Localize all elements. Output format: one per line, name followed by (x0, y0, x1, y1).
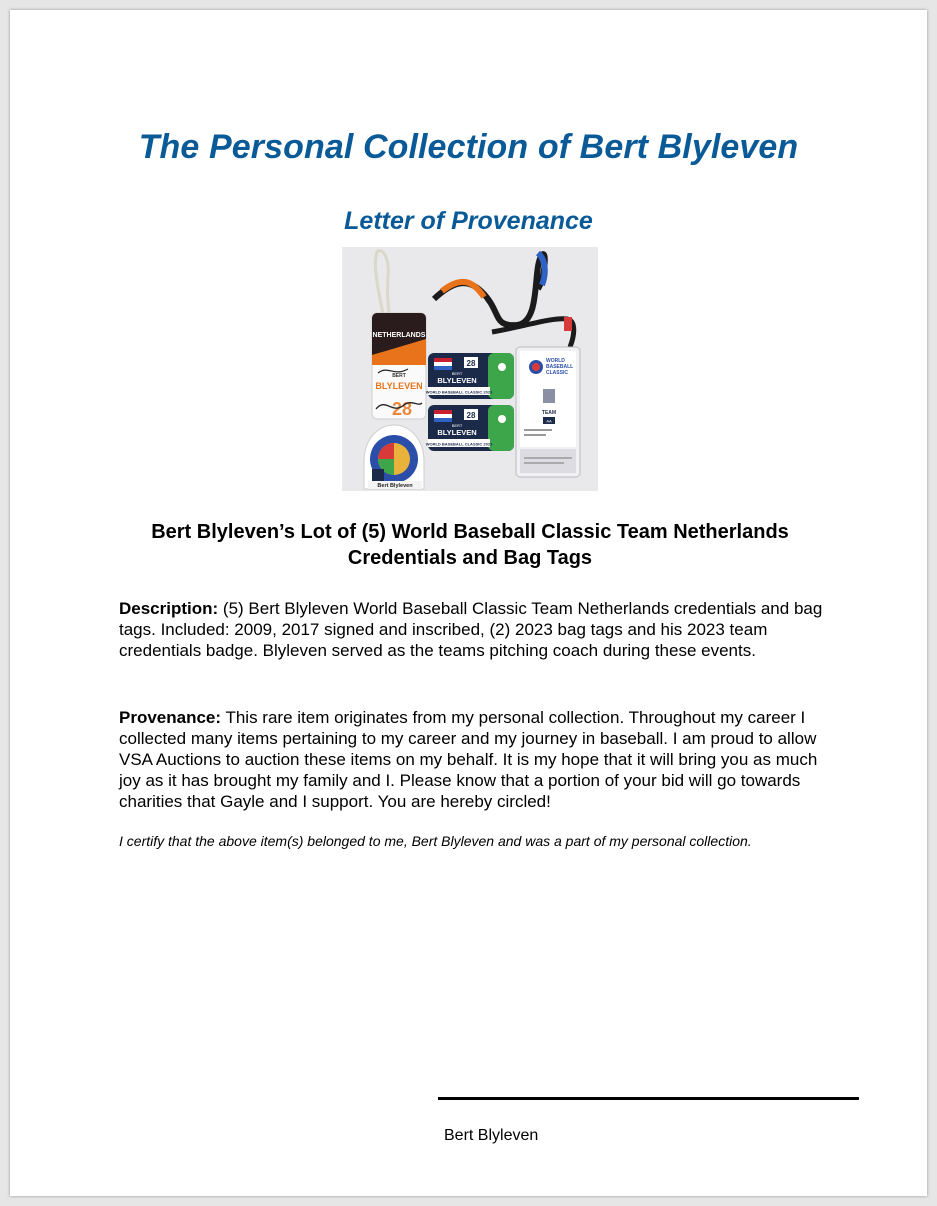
description-text: (5) Bert Blyleven World Baseball Classic Team Netherlands credentials and bag tags. Included: 2009, 2017 signed and inscribed, (2) 2023 bag tags and his 2023 team credentials badge. Blyleven served as the teams pitching coach during these events. (119, 599, 823, 660)
page-title: The Personal Collection of Bert Blyleven (138, 128, 799, 166)
bag-tag-2-number: 28 (466, 411, 476, 420)
description-label: Description: (119, 599, 219, 618)
tag-number-text: 28 (391, 399, 413, 419)
bag-tag-1-last: BLYLEVEN (437, 376, 477, 385)
bag-tag-2-last: BLYLEVEN (437, 428, 477, 437)
certification-statement: I certify that the above item(s) belonged to me, Bert Blyleven and was a part of my personal collection. (119, 833, 752, 849)
collection-photo (342, 247, 598, 491)
description-paragraph (119, 598, 829, 661)
lot-title-line2: Credentials and Bag Tags (347, 547, 593, 569)
bag-tag-1-footer: WORLD BASEBALL CLASSIC 2023 (425, 389, 493, 395)
provenance-text: This rare item originates from my personal collection. Throughout my career I collected many items pertaining to my career and my journey in baseball. I am proud to allow VSA Auctions to auction these items on my behalf. It is my hope that it will bring you as much joy as it has brought my family and I. Please know that a portion of your bid will go towards charities that Gayle and I support. You are hereby circled! (119, 708, 818, 811)
badge-team: TEAM (541, 410, 557, 416)
lot-title-line1: Bert Blyleven’s Lot of (5) World Baseball Classic Team Netherlands (151, 521, 789, 543)
bag-tag-1-number: 28 (466, 359, 476, 368)
bag-tag-1-first: BERT (451, 371, 463, 376)
provenance-paragraph (119, 707, 829, 812)
signature-name: Bert Blyleven (444, 1127, 539, 1144)
netherlands-tag (372, 313, 426, 419)
bag-tag-2 (426, 405, 514, 451)
tag-blyleven-text: BLYLEVEN (375, 381, 423, 391)
letter-page (10, 10, 927, 1196)
lot-title (70, 519, 870, 571)
badge-line1: WORLD (546, 358, 565, 364)
tag-netherlands-text: NETHERLANDS (372, 332, 426, 339)
signature-line (438, 1097, 859, 1100)
bag-tag-2-first: BERT (451, 423, 463, 428)
provenance-label: Provenance: (119, 708, 222, 727)
badge-code: AA (546, 418, 552, 424)
badge-line3: CLASSIC (546, 370, 568, 376)
bag-tag-1 (426, 353, 514, 399)
bag-tag-2-footer: WORLD BASEBALL CLASSIC 2023 (425, 441, 493, 447)
round-wbc-tag (364, 425, 424, 489)
page-subtitle: Letter of Provenance (344, 207, 593, 235)
badge-line2: BASEBALL (546, 364, 574, 370)
round-tag-name: Bert Blyleven (377, 483, 413, 489)
tag-bert-text: BERT (392, 373, 406, 379)
credential-badge (516, 347, 580, 477)
